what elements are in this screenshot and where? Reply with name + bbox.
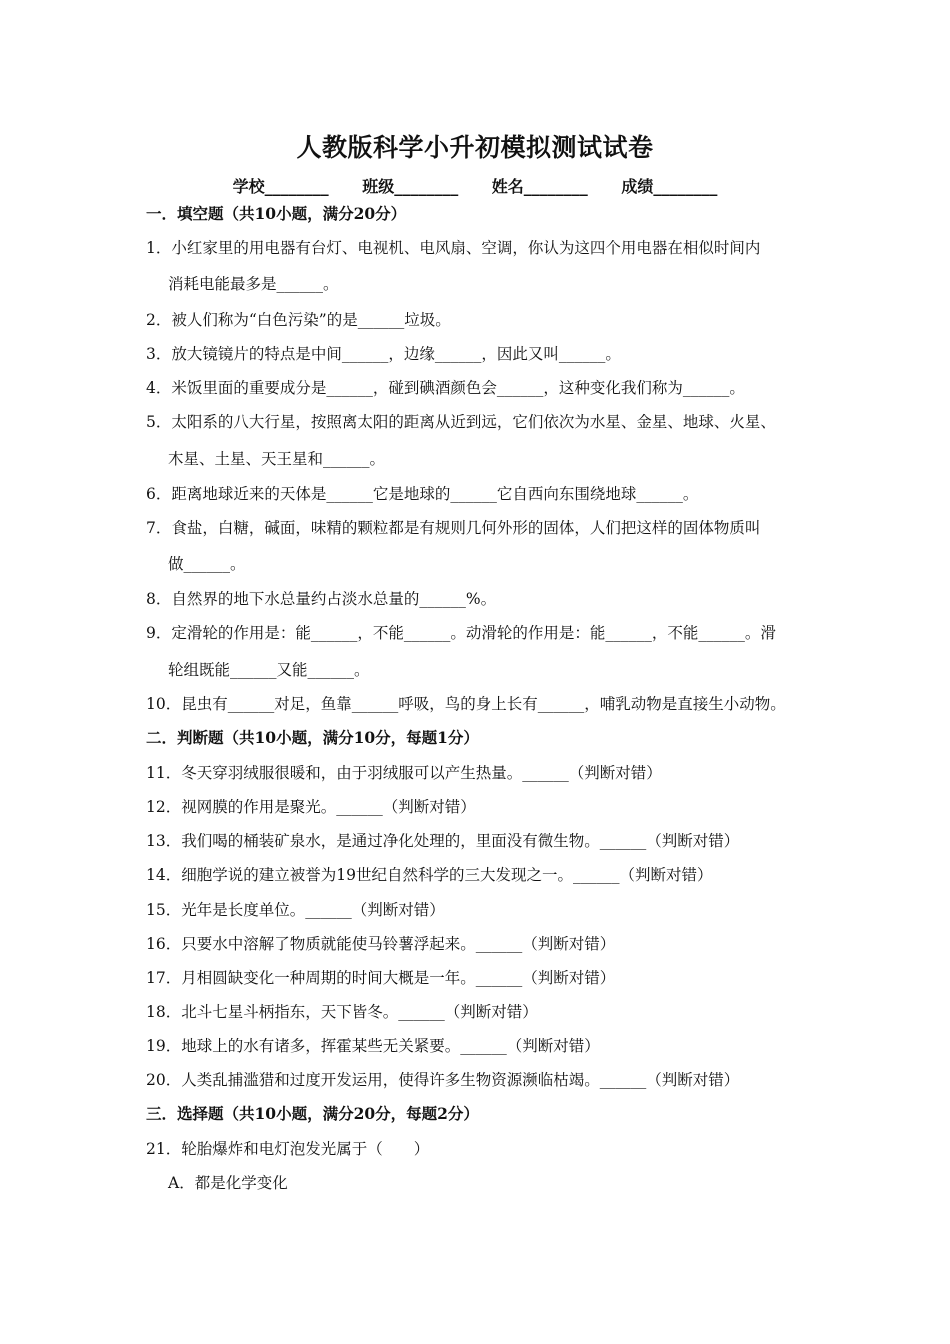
question-line: 16．只要水中溶解了物质就能使马铃薯浮起来。______（判断对错） xyxy=(146,935,616,953)
section-heading: 二．判断题（共10小题，满分10分，每题1分） xyxy=(146,728,479,747)
page-title: 人教版科学小升初模拟测试试卷 xyxy=(296,133,654,162)
option-line: A．都是化学变化 xyxy=(168,1174,288,1192)
question-line: 14．细胞学说的建立被誉为19世纪自然科学的三大发现之一。______（判断对错） xyxy=(146,866,713,884)
question-line: 2．被人们称为“白色污染”的是______垃圾。 xyxy=(146,311,451,329)
question-line: 9．定滑轮的作用是：能______，不能______。动滑轮的作用是：能______，不能______。滑 xyxy=(146,624,776,642)
class-field: 班级________ xyxy=(362,177,459,196)
question-line: 19．地球上的水有诸多，挥霍某些无关紧要。______（判断对错） xyxy=(146,1037,600,1055)
question-line: 4．米饭里面的重要成分是______，碰到碘酒颜色会______，这种变化我们称为______。 xyxy=(146,379,745,397)
name-field: 姓名________ xyxy=(491,177,588,196)
section-heading: 一．填空题（共10小题，满分20分） xyxy=(146,204,407,223)
question-line: 轮组既能______又能______。 xyxy=(168,661,370,679)
question-line: 18．北斗七星斗柄指东，天下皆冬。______（判断对错） xyxy=(146,1003,538,1021)
question-line: 1．小红家里的用电器有台灯、电视机、电风扇、空调，你认为这四个用电器在相似时间内 xyxy=(146,239,761,257)
question-line: 21．轮胎爆炸和电灯泡发光属于（ ） xyxy=(146,1140,430,1158)
score-field: 成绩________ xyxy=(621,177,718,196)
question-line: 8．自然界的地下水总量约占淡水总量的______%。 xyxy=(146,590,497,608)
question-line: 10．昆虫有______对足，鱼靠______呼吸，鸟的身上长有______，哺乳动物是直接生小动物。 xyxy=(146,695,786,713)
question-line: 6．距离地球近来的天体是______它是地球的______它自西向东围绕地球______。 xyxy=(146,485,699,503)
question-line: 7．食盐，白糖，碱面，味精的颗粒都是有规则几何外形的固体，人们把这样的固体物质叫 xyxy=(146,519,761,537)
question-line: 5．太阳系的八大行星，按照离太阳的距离从近到远，它们依次为水星、金星、地球、火星、 xyxy=(146,413,776,431)
question-line: 做______。 xyxy=(168,555,246,573)
question-line: 20．人类乱捕滥猎和过度开发运用，使得许多生物资源濒临枯竭。______（判断对错） xyxy=(146,1071,740,1089)
question-line: 15．光年是长度单位。______（判断对错） xyxy=(146,901,445,919)
school-field: 学校________ xyxy=(232,177,329,196)
question-line: 消耗电能最多是______。 xyxy=(168,275,339,293)
question-line: 17．月相圆缺变化一种周期的时间大概是一年。______（判断对错） xyxy=(146,969,616,987)
student-info-row xyxy=(0,174,950,197)
question-line: 12．视网膜的作用是聚光。______（判断对错） xyxy=(146,798,476,816)
section-heading: 三．选择题（共10小题，满分20分，每题2分） xyxy=(146,1104,479,1123)
question-line: 3．放大镜镜片的特点是中间______，边缘______，因此又叫______。 xyxy=(146,345,621,363)
question-line: 木星、土星、天王星和______。 xyxy=(168,450,386,468)
question-line: 11．冬天穿羽绒服很暖和，由于羽绒服可以产生热量。______（判断对错） xyxy=(146,764,662,782)
question-line: 13．我们喝的桶装矿泉水，是通过净化处理的，里面没有微生物。______（判断对错） xyxy=(146,832,740,850)
